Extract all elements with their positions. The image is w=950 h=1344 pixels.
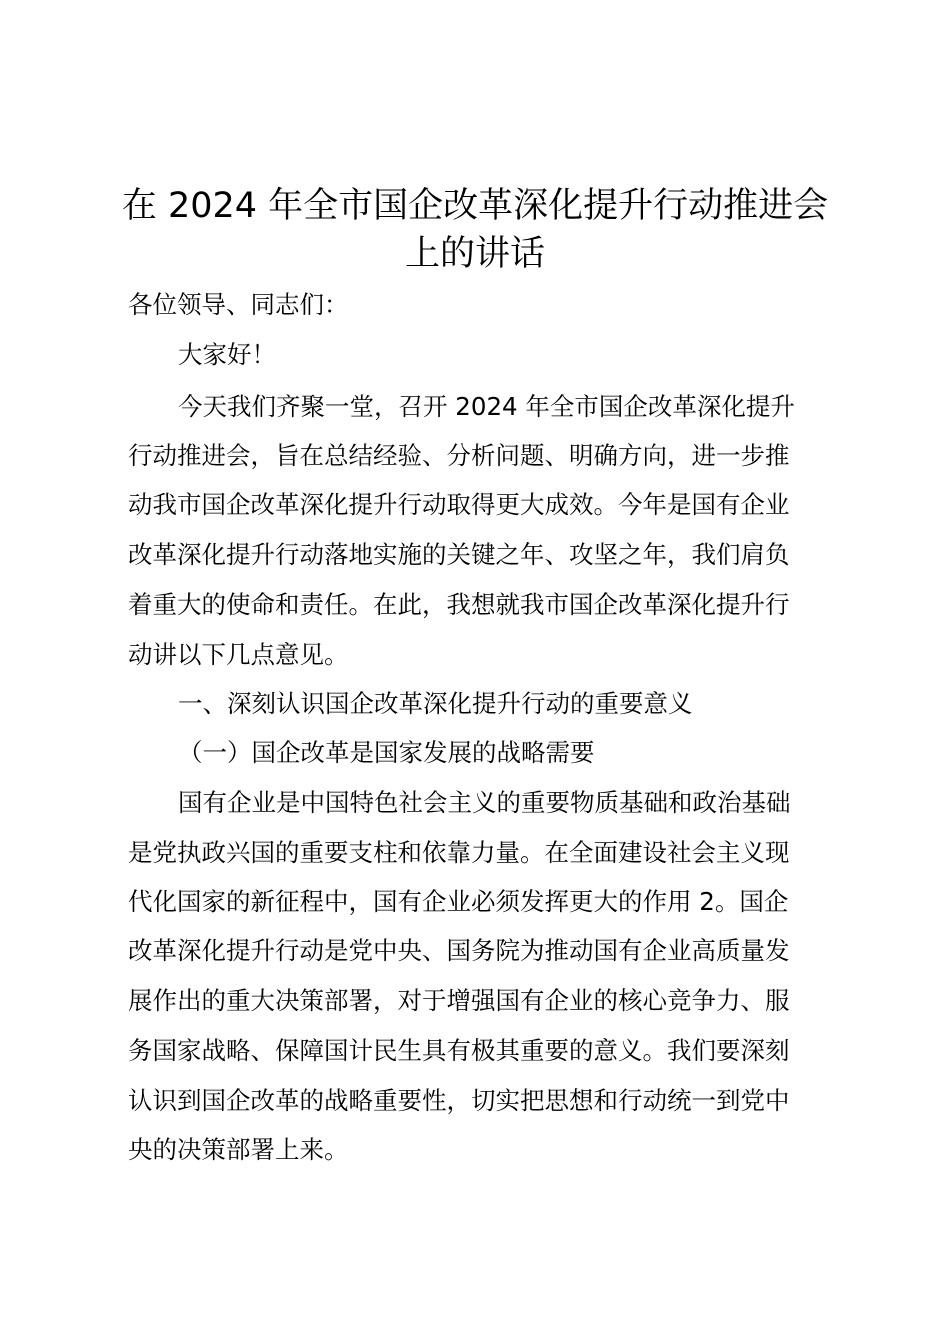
intro-line-2: 行动推进会，旨在总结经验、分析问题、明确方向，进一步推 <box>128 441 790 470</box>
title-line-1: 在 2024 年全市国企改革深化提升行动推进会 <box>121 186 829 226</box>
body-line-5: 展作出的重大决策部署，对于增强国有企业的核心竞争力、服 <box>128 986 790 1015</box>
intro-line-6: 动讲以下几点意见。 <box>128 640 349 669</box>
intro-line-1: 今天我们齐聚一堂，召开 2024 年全市国企改革深化提升 <box>178 392 795 421</box>
salutation: 各位领导、同志们： <box>128 290 349 319</box>
body-line-6: 务国家战略、保障国计民生具有极其重要的意义。我们要深刻 <box>128 1036 790 1065</box>
body-line-7: 认识到国企改革的战略重要性，切实把思想和行动统一到党中 <box>128 1086 790 1115</box>
document-title <box>0 182 950 278</box>
section-heading: 一、深刻认识国企改革深化提升行动的重要意义 <box>178 689 693 718</box>
body-line-8: 央的决策部署上来。 <box>128 1135 349 1164</box>
greeting: 大家好！ <box>178 340 276 369</box>
title-line-2: 上的讲话 <box>404 234 545 274</box>
body-line-4: 改革深化提升行动是党中央、国务院为推动国有企业高质量发 <box>128 936 790 965</box>
intro-line-4: 改革深化提升行动落地实施的关键之年、攻坚之年，我们肩负 <box>128 540 790 569</box>
body-line-3: 代化国家的新征程中，国有企业必须发挥更大的作用 2。国企 <box>128 887 789 916</box>
intro-line-5: 着重大的使命和责任。在此，我想就我市国企改革深化提升行 <box>128 590 790 619</box>
body-line-2: 是党执政兴国的重要支柱和依靠力量。在全面建设社会主义现 <box>128 838 790 867</box>
body-line-1: 国有企业是中国特色社会主义的重要物质基础和政治基础 <box>178 788 791 817</box>
subsection-heading: （一）国企改革是国家发展的战略需要 <box>178 738 595 767</box>
intro-line-3: 动我市国企改革深化提升行动取得更大成效。今年是国有企业 <box>128 490 790 519</box>
